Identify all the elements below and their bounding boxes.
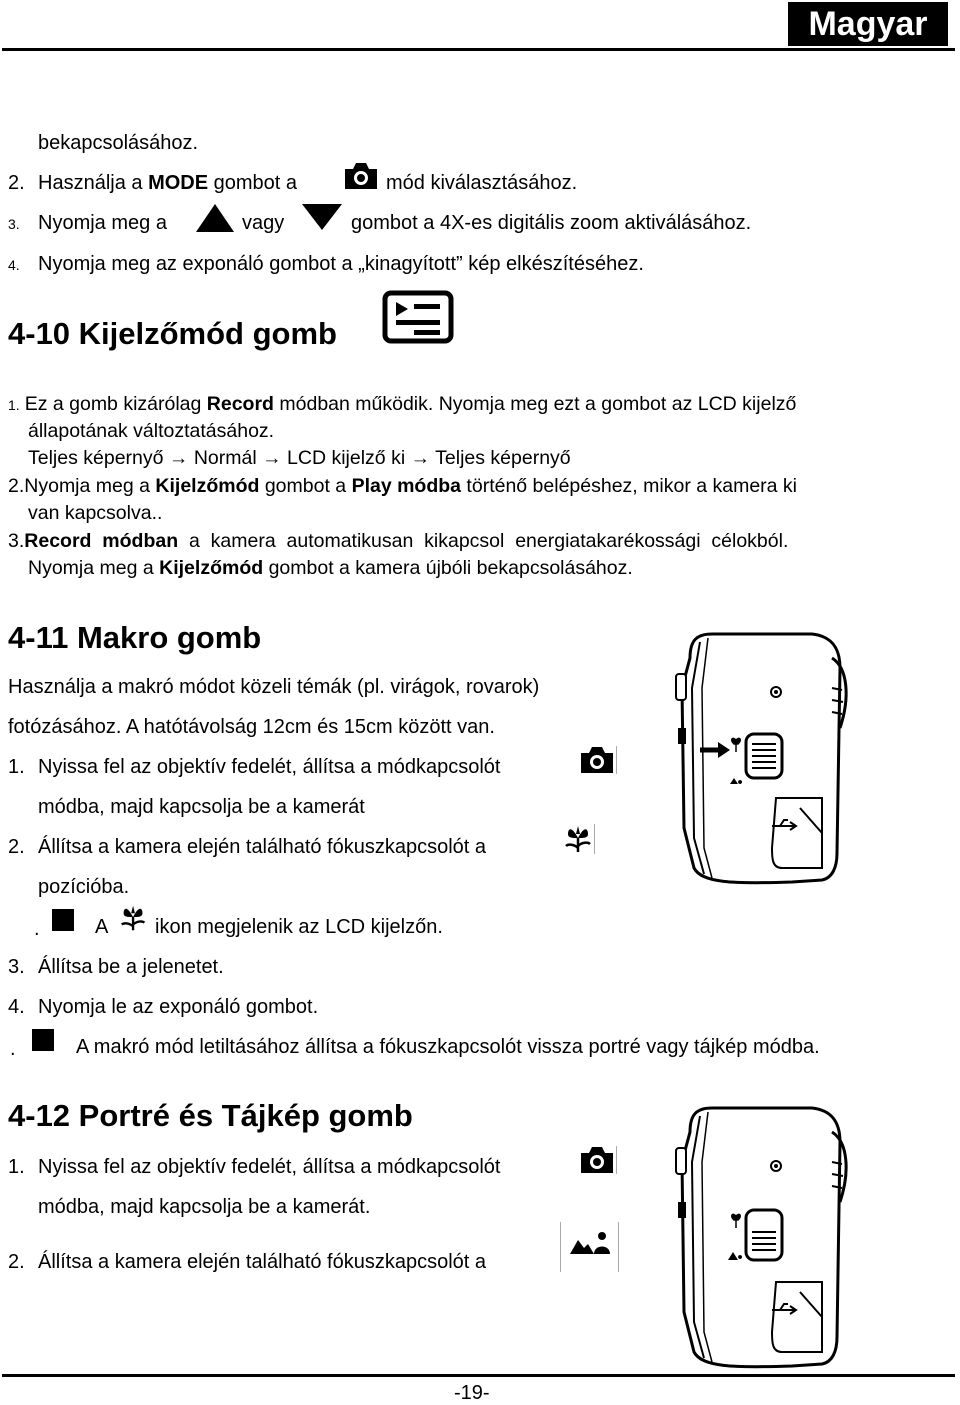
macro-flower-icon xyxy=(118,902,150,934)
section-4-10-item-3: 3.Record módban a kamera automatikusan kikapcsol energiatakarékossági célokból. xyxy=(8,530,789,552)
intro-line-2: 2. Használja a MODE gombot a mód kiválasztásához. xyxy=(8,172,578,194)
display-sequence: Teljes képernyő → Normál → LCD kijelző ki → Teljes képernyő xyxy=(28,447,571,469)
page-number: -19- xyxy=(454,1382,490,1404)
section-4-11-intro-2: fotózásához. A hatótávolság 12cm és 15cm között van. xyxy=(8,716,495,738)
camera-side-illustration xyxy=(672,1102,852,1372)
note-2-text: A makró mód letiltásához állítsa a fókuszkapcsolót vissza portré vagy tájkép módba. xyxy=(76,1036,820,1058)
camera-icon xyxy=(578,1144,618,1176)
arrow-right-icon: → xyxy=(410,447,431,469)
section-4-11-step-1-cont: módba, majd kapcsolja be a kamerát xyxy=(38,796,365,818)
step-number: 2. xyxy=(8,172,25,194)
arrow-right-icon: → xyxy=(168,447,189,469)
arrow-right-icon: → xyxy=(262,447,282,469)
camera-icon xyxy=(578,744,618,776)
step-number: 4. xyxy=(8,257,20,273)
section-4-11-step-4: 4. Nyomja le az exponáló gombot. xyxy=(8,996,319,1018)
macro-flower-icon xyxy=(562,822,596,856)
section-4-10-item-1-cont: állapotának változtatásához. xyxy=(28,420,275,442)
section-4-11-intro-1: Használja a makró módot közeli témák (pl. virágok, rovarok) xyxy=(8,676,540,698)
footer-rule xyxy=(2,1374,955,1377)
up-triangle-icon xyxy=(194,202,236,234)
section-4-12-title: 4-12 Portré és Tájkép gomb xyxy=(8,1098,413,1133)
intro-line-4: 4. Nyomja meg az exponáló gombot a „kinagyított” kép elkészítéséhez. xyxy=(8,253,644,275)
intro-line-3: 3. Nyomja meg a vagy gombot a 4X-es digitális zoom aktiválásához. xyxy=(8,212,752,234)
section-4-11-step-3: 3. Állítsa be a jelenetet. xyxy=(8,956,224,978)
bullet-dot: . xyxy=(10,1038,16,1060)
section-4-11-step-2-cont: pozícióba. xyxy=(38,876,130,898)
down-triangle-icon xyxy=(300,202,344,232)
portrait-landscape-icon xyxy=(560,1222,620,1272)
display-mode-icon xyxy=(382,290,454,344)
note-1-prefix: A xyxy=(95,916,109,938)
bullet-dot: . xyxy=(34,918,40,940)
language-label: Magyar xyxy=(788,2,948,46)
camera-icon xyxy=(342,160,380,192)
section-4-10-item-3-cont: Nyomja meg a Kijelzőmód gombot a kamera újbóli bekapcsolásához. xyxy=(28,557,633,579)
section-4-12-step-2: 2. Állítsa a kamera elején található fókuszkapcsolót a xyxy=(8,1251,487,1273)
section-4-11-step-2: 2. Állítsa a kamera elején található fókuszkapcsolót a xyxy=(8,836,487,858)
section-4-12-step-1-cont: módba, majd kapcsolja be a kamerát. xyxy=(38,1196,371,1218)
section-4-10-item-2: 2.Nyomja meg a Kijelzőmód gombot a Play módba történő belépéshez, mikor a kamera ki xyxy=(8,475,798,497)
camera-side-illustration xyxy=(672,628,852,890)
bullet-square-icon xyxy=(32,1029,54,1051)
section-4-10-title: 4-10 Kijelzőmód gomb xyxy=(8,316,337,351)
step-number: 3. xyxy=(8,216,20,232)
note-1-text: ikon megjelenik az LCD kijelzőn. xyxy=(155,916,443,938)
section-4-11-title: 4-11 Makro gomb xyxy=(8,620,262,655)
section-4-10-item-1: 1. Ez a gomb kizárólag Record módban működik. Nyomja meg ezt a gombot az LCD kijelző xyxy=(8,393,797,415)
bullet-square-icon xyxy=(52,909,74,931)
section-4-10-item-2-cont: van kapcsolva.. xyxy=(28,502,163,524)
section-4-11-step-1: 1. Nyissa fel az objektív fedelét, állítsa a módkapcsolót xyxy=(8,756,501,778)
intro-line-1: bekapcsolásához. xyxy=(38,132,199,154)
section-4-12-step-1: 1. Nyissa fel az objektív fedelét, állítsa a módkapcsolót xyxy=(8,1156,501,1178)
header-rule xyxy=(2,48,955,51)
